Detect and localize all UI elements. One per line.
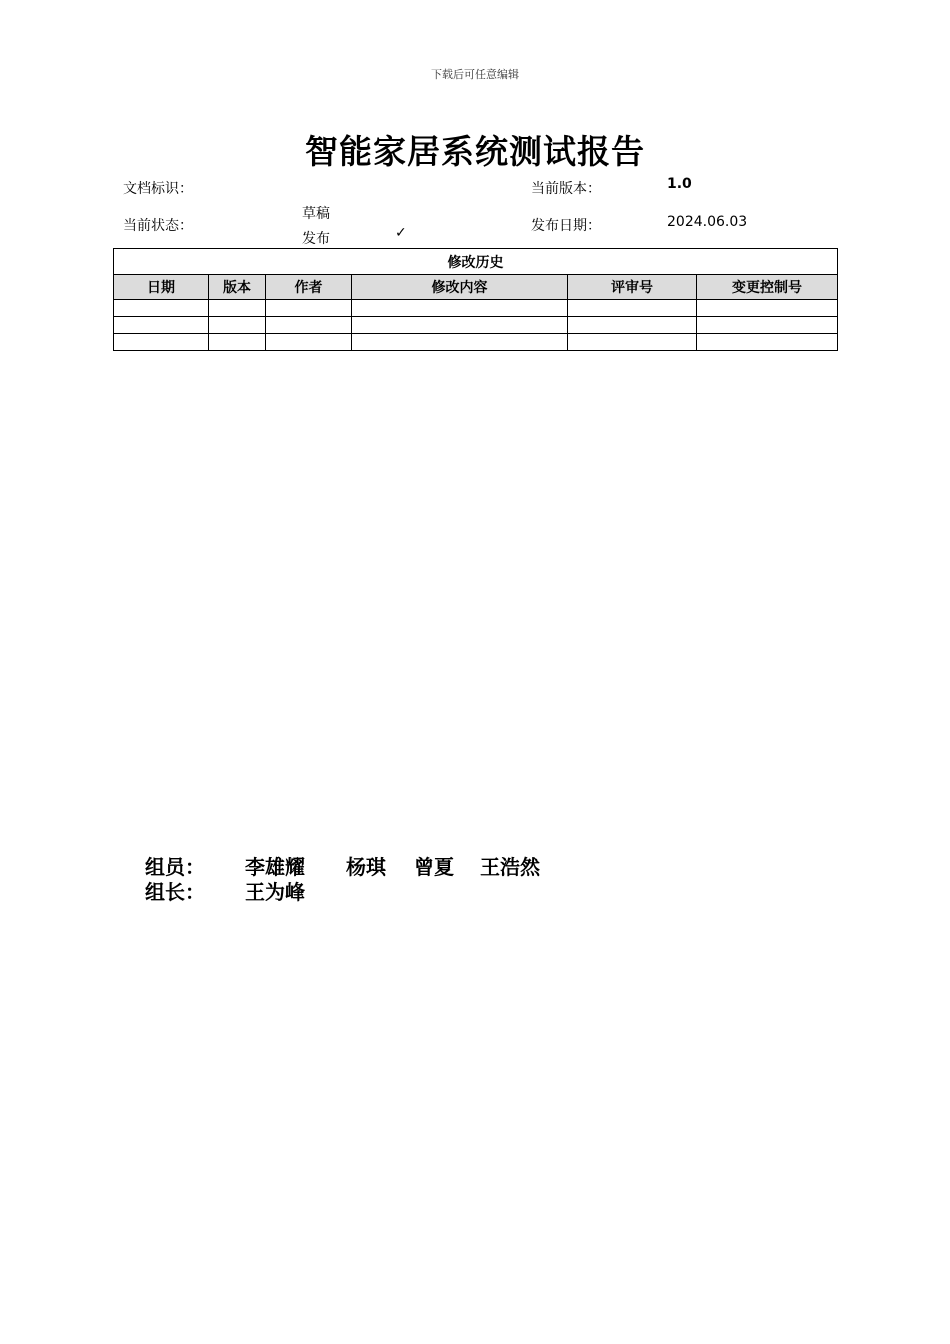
table-cell [209,334,266,351]
status-option-draft: 草稿 [302,206,330,222]
table-cell [568,300,697,317]
table-cell [697,300,838,317]
members-label: 组员： [145,855,205,879]
document-title: 智能家居系统测试报告 [305,132,645,171]
table-cell [568,317,697,334]
table-cell [697,317,838,334]
table-cell [209,317,266,334]
table-cell [266,300,352,317]
table-cell [209,300,266,317]
table-cell [352,300,568,317]
release-date-value: 2024.06.03 [667,214,748,230]
check-icon: ✓ [395,225,407,241]
table-cell [352,317,568,334]
column-header-change-control-no: 变更控制号 [697,275,838,300]
column-header-version: 版本 [209,275,266,300]
member-name: 李雄耀 [245,855,305,879]
version-value: 1.0 [667,176,692,192]
revision-history-table [113,248,838,351]
version-label: 当前版本： [531,181,601,197]
table-cell [114,334,209,351]
table-caption: 修改历史 [114,249,838,275]
status-option-published: 发布 [302,231,330,247]
column-header-date: 日期 [114,275,209,300]
member-name: 王浩然 [480,855,540,879]
leader-label: 组长： [145,880,205,904]
table-row [114,300,838,317]
column-header-review-no: 评审号 [568,275,697,300]
table-cell [266,317,352,334]
member-name: 曾夏 [414,855,454,879]
table-cell [568,334,697,351]
column-header-author: 作者 [266,275,352,300]
status-label: 当前状态： [123,218,193,234]
table-row [114,317,838,334]
table-row [114,334,838,351]
release-date-label: 发布日期： [531,218,601,234]
table-cell [114,317,209,334]
member-name: 杨琪 [346,855,386,879]
table-cell [114,300,209,317]
column-header-changes: 修改内容 [352,275,568,300]
header-note: 下载后可任意编辑 [431,68,519,81]
table-cell [352,334,568,351]
table-cell [266,334,352,351]
doc-id-label: 文档标识： [123,181,193,197]
table-cell [697,334,838,351]
leader-name: 王为峰 [245,880,305,904]
